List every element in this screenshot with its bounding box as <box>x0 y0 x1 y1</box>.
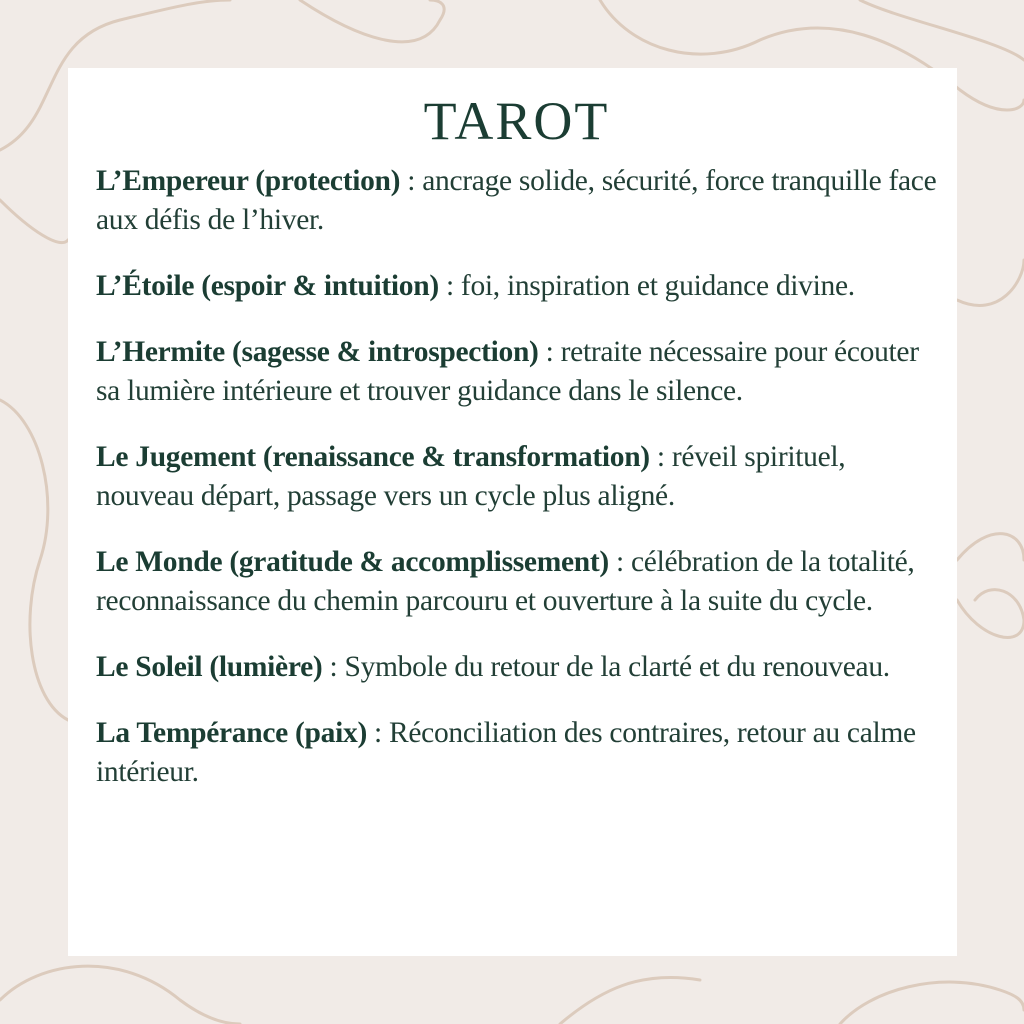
entry-name: L’Étoile (espoir & intuition) <box>96 270 439 302</box>
entry-name: Le Soleil (lumière) <box>96 651 323 683</box>
entry-separator: : <box>608 546 631 578</box>
entry-name: La Tempérance (paix) <box>96 717 367 749</box>
entry-separator: : <box>322 651 345 683</box>
bg-line-top-center <box>300 0 444 42</box>
tarot-entry <box>96 162 937 240</box>
bg-line-left-middle <box>0 400 68 720</box>
entry-separator: : <box>538 336 561 368</box>
bg-line-bottom-center <box>560 977 700 1024</box>
entry-separator: : <box>366 717 390 749</box>
entry-text: ancrage solide, sécurité, force tranquille face aux défis de l’hiver. <box>96 165 937 236</box>
bg-line-right-upper <box>957 260 1024 305</box>
entry-name: L’Hermite (sagesse & introspection) <box>96 336 539 368</box>
entry-name: L’Empereur (protection) <box>96 165 401 197</box>
bg-line-top-right-2 <box>860 0 1024 60</box>
tarot-entry <box>96 648 937 687</box>
entry-text: retraite nécessaire pour écouter sa lumière intérieure et trouver guidance dans le silence. <box>96 336 919 407</box>
bg-line-bottom-right <box>840 982 1024 1024</box>
entry-separator: : <box>649 441 672 473</box>
entry-separator: : <box>400 165 423 197</box>
entry-text: foi, inspiration et guidance divine. <box>460 270 855 302</box>
entry-separator: : <box>438 270 461 302</box>
bg-line-bottom-left <box>0 966 240 1024</box>
bg-line-right-middle <box>957 534 1024 638</box>
entry-text: Symbole du retour de la clarté et du renouveau. <box>344 651 890 683</box>
page-title: TAROT <box>423 91 610 151</box>
entry-name: Le Jugement (renaissance & transformation) <box>96 441 650 473</box>
entry-text: réveil spirituel, nouveau départ, passage vers un cycle plus aligné. <box>96 441 846 512</box>
tarot-entry <box>96 333 937 411</box>
tarot-entry <box>96 438 937 516</box>
entry-name: Le Monde (gratitude & accomplissement) <box>96 546 609 578</box>
content-card <box>68 68 957 956</box>
tarot-entry <box>96 714 937 792</box>
tarot-entry <box>96 267 937 306</box>
bg-line-left-upper <box>0 200 68 243</box>
entry-text: célébration de la totalité, reconnaissance du chemin parcouru et ouverture à la suite du cycle. <box>96 546 915 617</box>
tarot-entry <box>96 543 937 621</box>
entry-text: Réconciliation des contraires, retour au calme intérieur. <box>96 717 916 788</box>
